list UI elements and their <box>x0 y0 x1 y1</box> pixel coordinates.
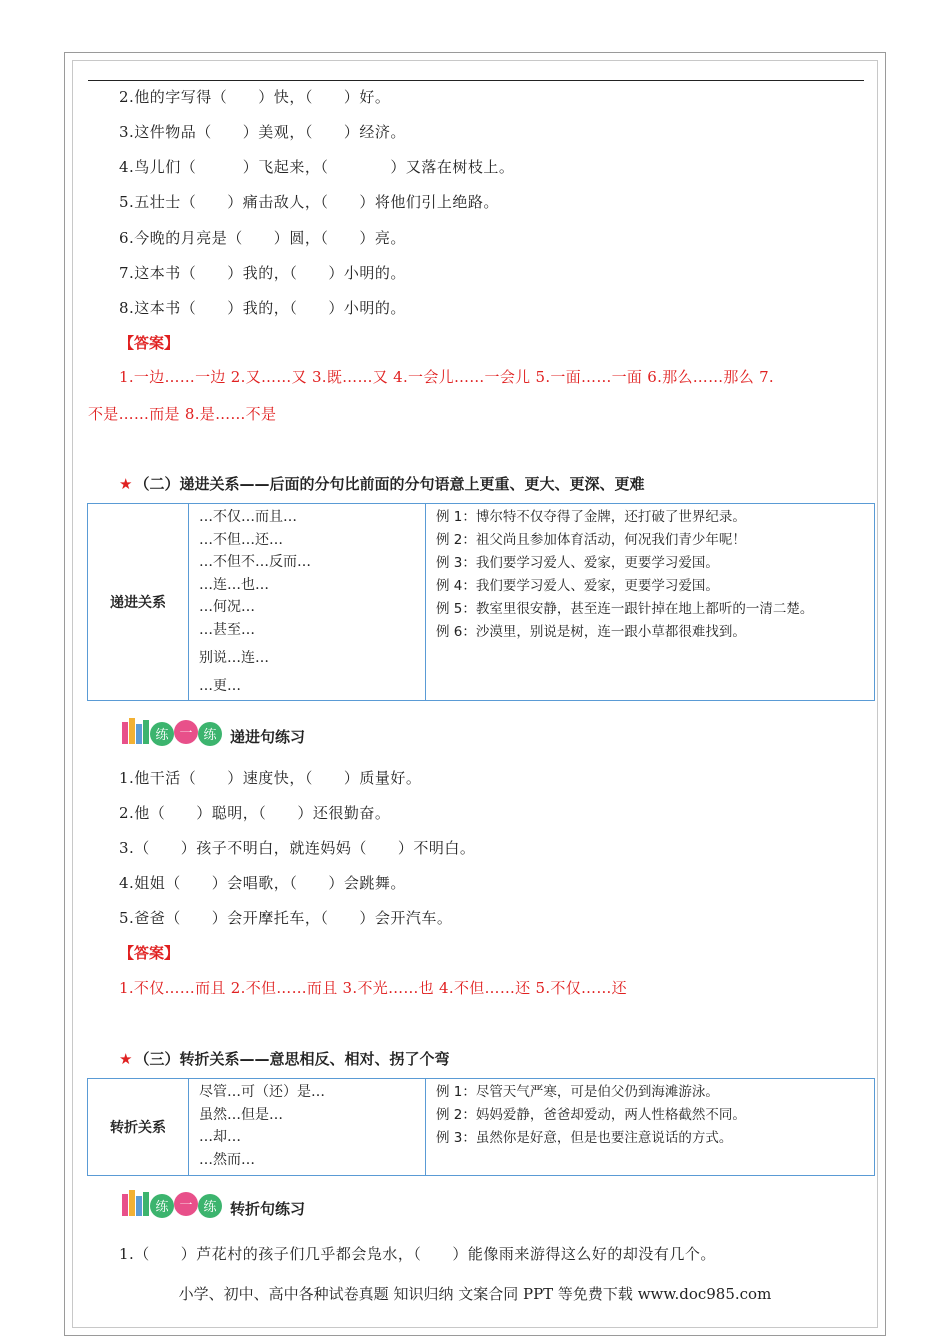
star-icon: ★ <box>119 1050 133 1068</box>
badge-char: 练 <box>203 728 217 743</box>
practice-header <box>120 1186 440 1220</box>
conjunction: 尽管…可（还）是… <box>199 1084 325 1100</box>
conjunction-list <box>189 504 426 701</box>
exercise-line: 5.爸爸（ ）会开摩托车，（ ）会开汽车。 <box>119 909 453 927</box>
exercise-line: 4.鸟儿们（ ）飞起来，（ ）又落在树枝上。 <box>119 158 515 176</box>
conjunction: …连…也… <box>199 576 269 593</box>
answer-label: 【答案】 <box>119 944 180 962</box>
relation-name: 递进关系 <box>88 504 189 701</box>
conjunction: 虽然…但是… <box>199 1106 283 1123</box>
conjunction: …何况… <box>199 599 255 615</box>
conjunction: …不但不…反而… <box>199 554 311 570</box>
example-sentence: 例 4：我们要学习爱人、爱家，更要学习爱国。 <box>436 578 719 594</box>
section-title: （三）转折关系——意思相反、相对、拐了个弯 <box>134 1050 450 1068</box>
exercise-line: 5.五壮士（ ）痛击敌人，（ ）将他们引上绝路。 <box>119 193 499 211</box>
header-rule <box>88 80 864 81</box>
example-sentence: 例 3：虽然你是好意，但是也要注意说话的方式。 <box>436 1130 733 1146</box>
page-footer: 小学、初中、高中各种试卷真题 知识归纳 文案合同 PPT 等免费下载 www.doc985.com <box>178 1285 772 1303</box>
practice-badge-icon <box>120 714 230 748</box>
answer-text: 不是……而是 8.是……不是 <box>88 405 277 423</box>
example-list <box>426 1079 875 1176</box>
relation-name: 转折关系 <box>88 1079 189 1176</box>
star-icon: ★ <box>119 475 133 493</box>
section-heading-adversative <box>119 1048 449 1069</box>
exercise-line: 3.这件物品（ ）美观，（ ）经济。 <box>119 123 406 141</box>
conjunction: …却… <box>199 1129 241 1145</box>
badge-char: 一 <box>179 1198 193 1213</box>
example-sentence: 例 3：我们要学习爱人、爱家，更要学习爱国。 <box>436 555 719 571</box>
practice-title: 转折句练习 <box>230 1200 306 1218</box>
example-sentence: 例 1：尽管天气严寒，可是伯父仍到海滩游泳。 <box>436 1084 719 1100</box>
progressive-table <box>87 503 875 701</box>
example-sentence: 例 6：沙漠里，别说是树，连一跟小草都很难找到。 <box>436 624 746 640</box>
example-sentence: 例 2：妈妈爱静，爸爸却爱动，两人性格截然不同。 <box>436 1107 746 1123</box>
answer-text: 1.一边……一边 2.又……又 3.既……又 4.一会儿……一会儿 5.一面……一面 6.那么……那么 7. <box>119 368 774 386</box>
practice-badge-icon <box>120 1186 230 1220</box>
exercise-line: 2.他的字写得（ ）快，（ ）好。 <box>119 88 391 106</box>
example-list <box>426 504 875 701</box>
practice-header <box>120 714 440 748</box>
badge-char: 一 <box>179 726 193 741</box>
exercise-line: 7.这本书（ ）我的，（ ）小明的。 <box>119 264 406 282</box>
exercise-line: 3.（ ）孩子不明白，就连妈妈（ ）不明白。 <box>119 839 476 857</box>
conjunction: …不但…还… <box>199 531 283 548</box>
example-sentence: 例 1：博尔特不仅夺得了金牌，还打破了世界纪录。 <box>436 509 746 525</box>
conjunction: …甚至… <box>199 621 255 638</box>
exercise-line: 8.这本书（ ）我的，（ ）小明的。 <box>119 299 406 317</box>
badge-char: 练 <box>155 1200 169 1215</box>
conjunction: …不仅…而且… <box>199 509 297 525</box>
exercise-line: 4.姐姐（ ）会唱歌，（ ）会跳舞。 <box>119 874 406 892</box>
answer-label: 【答案】 <box>119 334 180 352</box>
section-title: （二）递进关系——后面的分句比前面的分句语意上更重、更大、更深、更难 <box>134 475 645 493</box>
conjunction: …然而… <box>199 1151 255 1168</box>
badge-char: 练 <box>155 728 169 743</box>
exercise-line: 6.今晚的月亮是（ ）圆，（ ）亮。 <box>119 229 406 247</box>
exercise-line: 1.（ ）芦花村的孩子们几乎都会凫水，（ ）能像雨来游得这么好的却没有几个。 <box>119 1245 716 1263</box>
exercise-line: 2.他（ ）聪明，（ ）还很勤奋。 <box>119 804 391 822</box>
example-sentence: 例 2：祖父尚且参加体育活动，何况我们青少年呢！ <box>436 532 746 548</box>
section-heading-progressive <box>119 473 644 494</box>
conjunction: 别说…连… <box>199 650 269 666</box>
adversative-table <box>87 1078 875 1176</box>
conjunction-list <box>189 1079 426 1176</box>
exercise-line: 1.他干活（ ）速度快，（ ）质量好。 <box>119 769 422 787</box>
practice-title: 递进句练习 <box>230 728 306 746</box>
example-sentence: 例 5：教室里很安静，甚至连一跟针掉在地上都听的一清二楚。 <box>436 601 814 617</box>
conjunction: …更… <box>199 677 241 694</box>
badge-char: 练 <box>203 1200 217 1215</box>
answer-text: 1.不仅……而且 2.不但……而且 3.不光……也 4.不但……还 5.不仅……还 <box>119 979 627 997</box>
